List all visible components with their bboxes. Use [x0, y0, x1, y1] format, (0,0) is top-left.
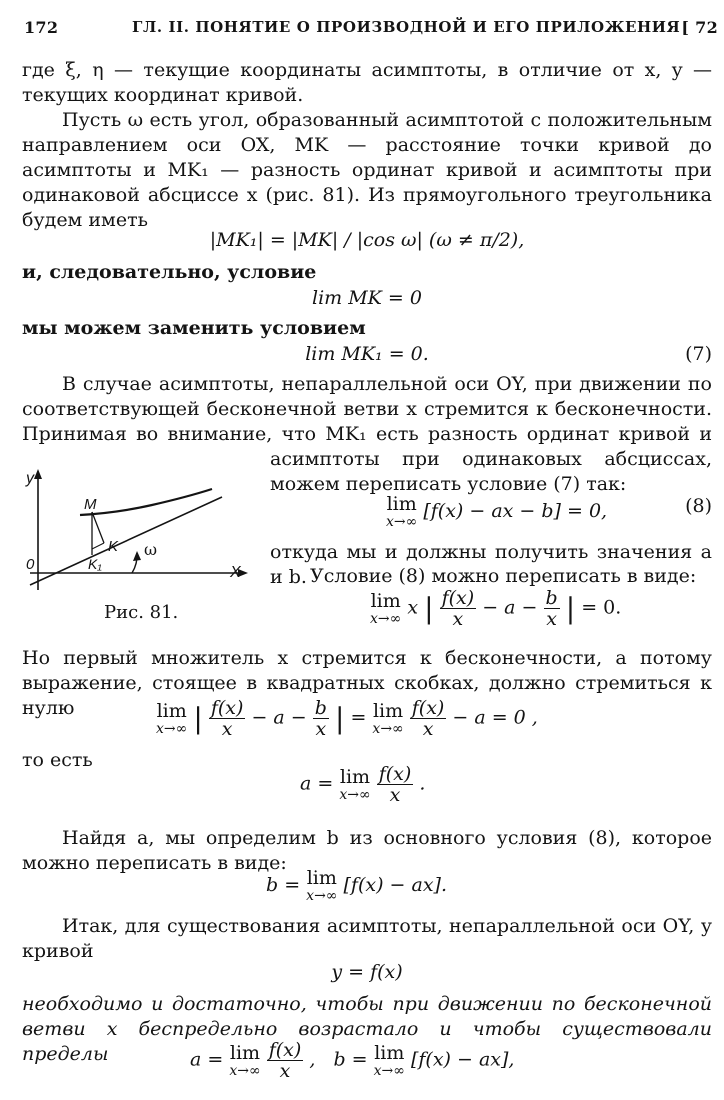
- equation-4-number: (8): [685, 495, 712, 517]
- paragraph-4-text: мы можем заменить условием: [22, 317, 366, 339]
- equation-2: lim MK = 0: [312, 287, 422, 309]
- paragraph-6: откуда мы и должны получить значения a и b.: [270, 541, 712, 588]
- figure-caption: Рис. 81.: [104, 602, 179, 623]
- paragraph-4: [22, 316, 712, 341]
- paragraph-5: В случае асимптоты, непараллельной оси OY, при движении по соответствующей бесконечной ветви x стремится к бесконечности. Принимая во внимание, что MK₁ есть разность ординат кривой и: [22, 373, 712, 445]
- equation-3: lim MK₁ = 0.: [305, 343, 429, 365]
- paragraph-12: необходимо и достаточно, чтобы при движении по бесконечной ветви x беспредельно возрастало и чтобы существовали пределы: [22, 993, 712, 1065]
- label-y: y: [26, 470, 34, 487]
- label-origin: 0: [26, 556, 35, 573]
- y-axis-arrow: [34, 469, 42, 479]
- paragraph-9: то есть: [22, 749, 93, 771]
- page-number: 172: [24, 18, 59, 37]
- equation-8: b = lim x→∞ [f(x) − ax].: [266, 867, 447, 904]
- label-m: M: [84, 496, 97, 513]
- equation-5: lim x→∞ x | $\frac{f(x)}{x}$ − a − $\frac{b}{x}$ | = 0.: [370, 587, 622, 630]
- angle-arc-arrow: [133, 551, 141, 561]
- paragraph-2: Пусть ω есть угол, образованный асимптотой с положительным направлением оси OX, MK — расстояние точки кривой до асимптоты и MK₁ — разность ординат кривой и асимптоты при одинаковой абсциссе x (рис. 81). Из прямоугольного треугольника будем иметь: [22, 109, 712, 231]
- paragraph-5-tail: асимптоты при одинаковых абсциссах, можем переписать условие (7) так:: [270, 448, 712, 495]
- figure-81: [22, 465, 258, 595]
- equation-6: lim x→∞ | $\frac{f(x)}{x}$ − a − $\frac{b}{x}$ | = lim x→∞ $\frac{f(x)}{x}$ − a = 0 ,: [156, 697, 538, 740]
- chapter-title: ГЛ. II. ПОНЯТИЕ О ПРОИЗВОДНОЙ И ЕГО ПРИЛОЖЕНИЯ: [132, 18, 681, 36]
- distance-mk: [92, 512, 104, 543]
- label-k: K: [108, 538, 119, 555]
- paragraph-8: Но первый множитель x стремится к бесконечности, а потому выражение, стоящее в квадратных скобках, должно стремиться к нулю: [22, 647, 712, 719]
- label-omega: ω: [144, 540, 158, 559]
- paragraph-3: [22, 260, 712, 285]
- label-x: X: [230, 564, 241, 581]
- paragraph-11: Итак, для существования асимптоты, непараллельной оси OY, у кривой: [22, 915, 712, 962]
- paragraph-3-text: и, следовательно, условие: [22, 261, 317, 283]
- equation-10: a = lim x→∞ $\frac{f(x)}{x}$ , b = lim x→∞ [f(x) − ax],: [190, 1039, 515, 1082]
- section-number: [ 72: [681, 18, 718, 37]
- equation-4: lim x→∞ [f(x) − ax − b] = 0,: [386, 493, 608, 530]
- label-k1: K₁: [88, 556, 102, 572]
- paragraph-10: Найдя a, мы определим b из основного условия (8), которое можно переписать в виде:: [22, 827, 712, 874]
- paragraph-1: где ξ, η — текущие координаты асимптоты, в отличие от x, y — текущих координат кривой.: [22, 59, 712, 106]
- paragraph-7: Условие (8) можно переписать в виде:: [310, 565, 697, 587]
- paragraph-5-continued: [270, 447, 712, 497]
- equation-3-number: (7): [685, 343, 712, 365]
- equation-9: y = f(x): [331, 961, 403, 983]
- running-header: [0, 15, 724, 45]
- equation-7: a = lim x→∞ $\frac{f(x)}{x}$ .: [300, 763, 426, 806]
- equation-1: |MK₁| = |MK| / |cos ω| (ω ≠ π/2),: [209, 229, 525, 251]
- right-angle-mark: [92, 543, 104, 549]
